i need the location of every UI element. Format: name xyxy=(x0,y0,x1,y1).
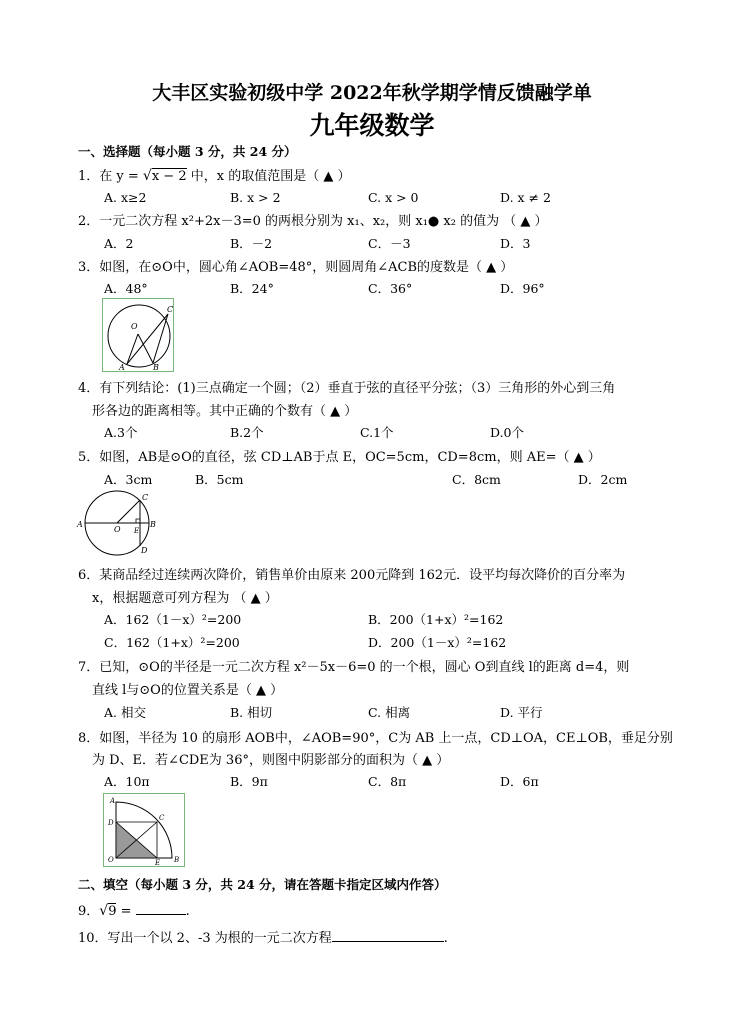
q6-line-2: x，根据题意可列方程为 （ ▲ ） xyxy=(92,591,278,606)
q4-option-b: B.2个 xyxy=(230,425,264,440)
q3-text: 如图，在⊙O中，圆心角∠AOB=48°，则圆周角∠ACB的度数是（ ▲ ） xyxy=(99,260,514,275)
q7-line-1: 已知，⊙O的半径是一元二次方程 x²－5x－6=0 的一个根，圆心 O到直线 l的距离 d=4，则 xyxy=(99,660,630,675)
q1-option-b: B. x > 2 xyxy=(230,190,281,205)
fig8-label-a: A xyxy=(110,797,116,805)
fig5-label-e: E xyxy=(134,527,140,535)
q6-option-a: A．162（1－x）²=200 xyxy=(104,612,242,627)
question-2 xyxy=(78,210,547,229)
q8-option-b: B．9π xyxy=(230,774,268,789)
q5-option-c: C．8cm xyxy=(452,472,501,487)
fig3-label-a: A xyxy=(119,363,125,371)
fig3-label-b: B xyxy=(153,363,159,371)
q7-option-a: A. 相交 xyxy=(104,705,146,720)
q7-option-b: B. 相切 xyxy=(230,705,273,720)
q5-number: 5． xyxy=(78,450,100,465)
question-1 xyxy=(78,165,350,184)
q4-number: 4． xyxy=(78,381,100,396)
section-heading-choice: 一、选择题（每小题 3 分，共 24 分） xyxy=(78,144,297,159)
fig8-label-d: D xyxy=(108,819,114,827)
q1-option-c: C. x > 0 xyxy=(368,190,419,205)
q2-option-a: A．2 xyxy=(104,236,134,251)
q4-line-2: 形各边的距离相等。其中正确的个数有（ ▲ ） xyxy=(92,404,358,419)
q9-equals: = xyxy=(116,904,136,919)
section-heading-fill: 二、填空（每小题 3 分，共 24 分，请在答题卡指定区域内作答） xyxy=(78,877,447,892)
q6-option-b: B．200（1+x）²=162 xyxy=(368,612,504,627)
q3-option-b: B．24° xyxy=(230,281,274,296)
question-7 xyxy=(78,656,629,675)
q5-text: 如图，AB是⊙O的直径，弦 CD⊥AB于点 E，OC=5cm，CD=8cm，则 AE=（ ▲ ） xyxy=(99,450,601,465)
q8-option-d: D．6π xyxy=(500,774,539,789)
q1-radicand: x − 2 xyxy=(151,169,187,184)
q1-number: 1． xyxy=(78,169,100,184)
q3-option-a: A．48° xyxy=(104,281,148,296)
figure-q5 xyxy=(76,490,160,556)
q9-radicand: 9 xyxy=(108,904,117,919)
sqrt-symbol: √ xyxy=(142,168,152,184)
page-subtitle: 九年级数学 xyxy=(309,111,435,140)
fig5-label-a: A xyxy=(77,520,83,529)
q6-number: 6． xyxy=(78,568,100,583)
q2-option-b: B．－2 xyxy=(230,236,273,251)
figure-q3 xyxy=(102,298,174,372)
question-8 xyxy=(78,727,673,746)
q3-number: 3． xyxy=(78,260,100,275)
sqrt-symbol: √ xyxy=(99,903,109,919)
q1-option-a: A. x≥2 xyxy=(104,190,147,205)
q1-option-d: D. x ≠ 2 xyxy=(500,190,551,205)
q4-option-a: A.3个 xyxy=(104,425,138,440)
fig5-label-o: O xyxy=(114,525,121,534)
q3-option-d: D．96° xyxy=(500,281,545,296)
q8-option-c: C．8π xyxy=(368,774,407,789)
q1-text-a: 在 y = xyxy=(99,169,143,184)
fig3-label-c: C xyxy=(167,305,173,314)
q8-option-a: A．10π xyxy=(104,774,150,789)
question-4 xyxy=(78,377,615,396)
question-9 xyxy=(78,900,190,919)
q10-number: 10． xyxy=(78,931,108,946)
q4-option-d: D.0个 xyxy=(490,425,525,440)
q2-option-c: C．－3 xyxy=(368,236,411,251)
fig5-label-c: C xyxy=(142,493,149,502)
q5-option-d: D．2cm xyxy=(578,472,628,487)
fig8-label-o: O xyxy=(108,856,114,864)
question-6 xyxy=(78,564,625,583)
q6-line-1: 某商品经过连续两次降价，销售单价由原来 200元降到 162元．设平均每次降价的百分率为 xyxy=(99,568,626,583)
q2-text: 一元二次方程 x²+2x－3=0 的两根分别为 x₁、x₂，则 x₁● x₂ 的值为 （ ▲ ） xyxy=(99,214,548,229)
q8-line-2: 为 D、E．若∠CDE为 36°，则图中阴影部分的面积为（ ▲ ） xyxy=(92,753,450,768)
q2-option-d: D．3 xyxy=(500,236,531,251)
q6-option-d: D．200（1－x）²=162 xyxy=(368,635,507,650)
q9-answer-blank[interactable] xyxy=(136,914,186,915)
q10-text: 写出一个以 2、-3 为根的一元二次方程 xyxy=(107,931,332,946)
q8-line-1: 如图，半径为 10 的扇形 AOB中，∠AOB=90°，C为 AB 上一点，CD⊥OA，CE⊥OB，垂足分别 xyxy=(99,731,673,746)
fig8-label-e: E xyxy=(155,859,161,866)
q6-option-c: C．162（1+x）²=200 xyxy=(104,635,240,650)
q5-option-a: A．3cm xyxy=(104,472,153,487)
q2-number: 2． xyxy=(78,214,100,229)
q9-period: . xyxy=(185,904,190,919)
q1-text-c: 中，x 的取值范围是（ ▲ ） xyxy=(186,169,351,184)
fig5-label-b: B xyxy=(150,520,156,529)
fig8-label-b: B xyxy=(174,856,180,864)
q7-option-d: D. 平行 xyxy=(500,705,543,720)
question-10 xyxy=(78,927,448,946)
q4-option-c: C.1个 xyxy=(360,425,394,440)
question-3 xyxy=(78,256,513,275)
q7-option-c: C. 相离 xyxy=(368,705,411,720)
figure-q8 xyxy=(103,793,185,867)
q7-number: 7． xyxy=(78,660,100,675)
q10-period: . xyxy=(443,931,448,946)
q8-number: 8． xyxy=(78,731,100,746)
q4-line-1: 有下列结论：(1)三点确定一个圆；（2）垂直于弦的直径平分弦；（3）三角形的外心到三角 xyxy=(99,381,616,396)
q5-option-b: B．5cm xyxy=(195,472,244,487)
fig5-label-d: D xyxy=(141,546,148,555)
q10-answer-blank[interactable] xyxy=(332,941,444,942)
q9-number: 9． xyxy=(78,904,100,919)
q7-line-2: 直线 l与⊙O的位置关系是（ ▲ ） xyxy=(92,683,284,698)
q3-option-c: C．36° xyxy=(368,281,413,296)
fig3-label-o: O xyxy=(131,322,138,331)
fig8-label-c: C xyxy=(159,814,165,822)
page-title: 大丰区实验初级中学 2022年秋学期学情反馈融学单 xyxy=(152,82,592,104)
question-5 xyxy=(78,446,601,465)
